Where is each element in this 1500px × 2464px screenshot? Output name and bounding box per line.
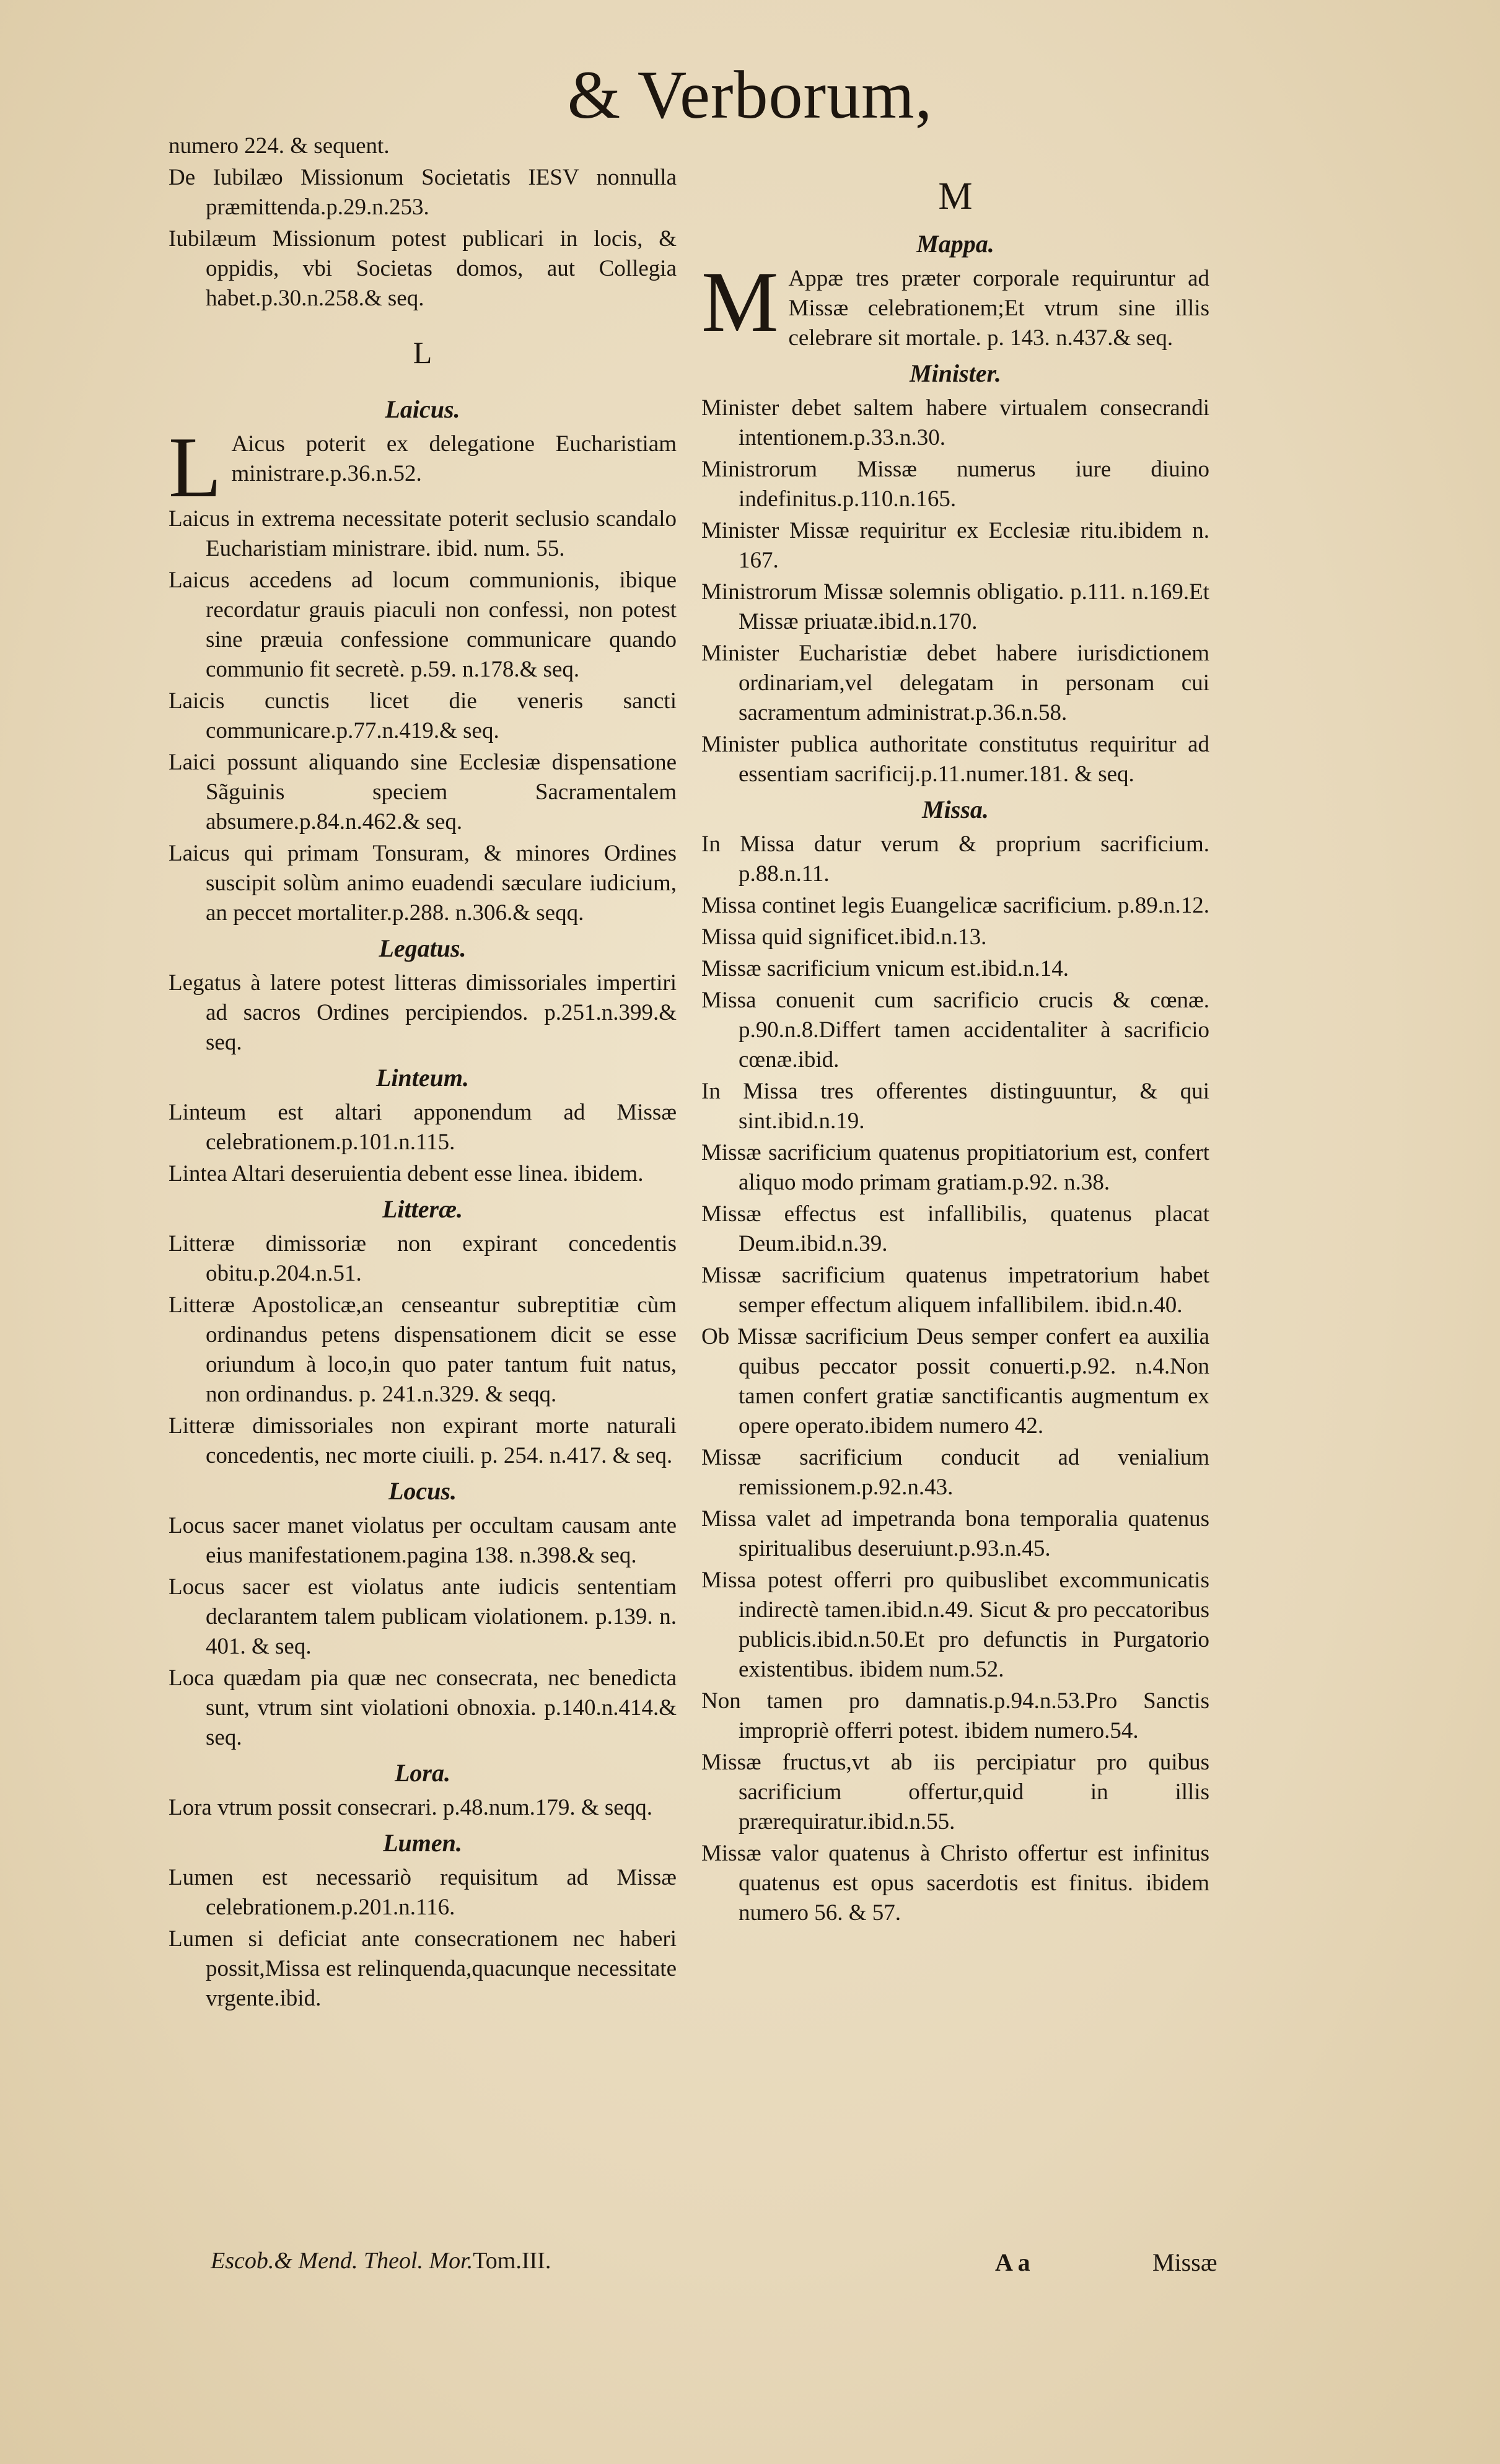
- section-heading: Minister.: [910, 359, 1001, 387]
- index-entry: Minister publica authoritate constitutus requiritur ad essentiam sacrificij.p.11.numer.181. & seq.: [701, 732, 1209, 787]
- footer-authors: [211, 2247, 551, 2274]
- section-heading: Litteræ.: [382, 1195, 463, 1223]
- right-column: [701, 131, 1209, 1930]
- section-heading: Laicus.: [385, 395, 460, 423]
- footer-authors-text: Escob.& Mend. Theol. Mor.: [211, 2248, 473, 2274]
- drop-initial: M: [701, 254, 779, 350]
- index-entry: Ministrorum Missæ solemnis obligatio. p.111. n.169.Et Missæ priuatæ.ibid.n.170.: [701, 579, 1209, 634]
- index-entry: In Missa datur verum & proprium sacrificium. p.88.n.11.: [701, 831, 1209, 887]
- index-entry: Lumen si deficiat ante consecrationem nec haberi possit,Missa est relinquenda,quacunque necessitate vrgente.ibid.: [169, 1926, 677, 2011]
- catchword: Missæ: [1152, 2248, 1217, 2276]
- section-heading: Mappa.: [916, 230, 994, 258]
- index-entry: Laici possunt aliquando sine Ecclesiæ dispensatione Sãguinis speciem Sacramentalem absumere.p.84.n.462.& seq.: [169, 750, 677, 835]
- index-entry: Ministrorum Missæ numerus iure diuino indefinitus.p.110.n.165.: [701, 457, 1209, 512]
- index-entry: Loca quædam pia quæ nec consecrata, nec benedicta sunt, vtrum sint violationi obnoxia. p.140.n.414.& seq.: [169, 1665, 677, 1750]
- running-header: & Verborum,: [567, 57, 933, 133]
- index-entry: Locus sacer manet violatus per occultam causam ante eius manifestationem.pagina 138. n.398.& seq.: [169, 1513, 677, 1568]
- section-heading: Locus.: [388, 1477, 457, 1505]
- section-heading: Lora.: [395, 1759, 450, 1787]
- index-entry: Missa quid significet.ibid.n.13.: [701, 924, 987, 950]
- right-column-inner: [701, 131, 1209, 1928]
- index-entry: [169, 419, 677, 515]
- index-entry: Missæ sacrificium quatenus impetratorium habet semper effectum aliquem infallibilem. ibid.n.40.: [701, 1263, 1209, 1318]
- index-entry: Missa conuenit cum sacrificio crucis & cœnæ. p.90.n.8.Differt tamen accidentaliter à sacrificio cœnæ.ibid.: [701, 988, 1209, 1072]
- index-entry: Missæ effectus est infallibilis, quatenus placat Deum.ibid.n.39.: [701, 1201, 1209, 1256]
- index-entry: Litteræ dimissoriæ non expirant concedentis obitu.p.204.n.51.: [169, 1231, 677, 1286]
- index-entry: numero 224. & sequent.: [169, 133, 390, 159]
- section-heading: Lumen.: [383, 1829, 462, 1857]
- index-entry: Missæ sacrificium quatenus propitiatorium est, confert aliquo modo primam gratiam.p.92. n.38.: [701, 1140, 1209, 1195]
- index-entry: Laicus accedens ad locum communionis, ibique recordatur grauis piaculi non confessi, non potest sine præuia confessione communicare quando communio fit secretè. p.59. n.178.& seq.: [169, 568, 677, 682]
- index-entry: Linteum est altari apponendum ad Missæ celebrationem.p.101.n.115.: [169, 1100, 677, 1155]
- drop-initial: L: [169, 419, 222, 515]
- index-entry: Minister Missæ requiritur ex Ecclesiæ ritu.ibidem n. 167.: [701, 518, 1209, 573]
- index-entry: Lumen est necessariò requisitum ad Missæ celebrationem.p.201.n.116.: [169, 1865, 677, 1920]
- index-entry: Lintea Altari deseruientia debent esse linea. ibidem.: [169, 1161, 644, 1186]
- index-entry: Missa potest offerri pro quibuslibet excommunicatis indirectè tamen.ibid.n.49. Sicut & pro peccatoribus publicis.ibid.n.50.Et pro defunctis in Purgatorio existentibus. ibidem num.52.: [701, 1567, 1209, 1682]
- index-entry: Missæ valor quatenus à Christo offertur est infinitus quatenus est opus sacerdotis est finitus. ibidem numero 56. & 57.: [701, 1841, 1209, 1926]
- index-entry: Litteræ dimissoriales non expirant morte naturali concedentis, nec morte ciuili. p. 254. n.417. & seq.: [169, 1413, 677, 1468]
- section-heading: Legatus.: [379, 934, 467, 962]
- index-entry: In Missa tres offerentes distinguuntur, & qui sint.ibid.n.19.: [701, 1079, 1209, 1134]
- letter-divider: L: [413, 335, 432, 370]
- index-entry: Iubilæum Missionum potest publicari in locis, & oppidis, vbi Societas domos, aut Collegia habet.p.30.n.258.& seq.: [169, 226, 677, 311]
- letter-divider: M: [938, 175, 973, 217]
- index-entry: Laicis cunctis licet die veneris sancti communicare.p.77.n.419.& seq.: [169, 688, 677, 743]
- section-heading: Missa.: [922, 796, 989, 823]
- left-column: [169, 131, 677, 2015]
- index-entry: Locus sacer est violatus ante iudicis sententiam declarantem talem publicam violationem. p.139. n. 401. & seq.: [169, 1574, 677, 1659]
- index-entry: Legatus à latere potest litteras dimissoriales impertiri ad sacros Ordines percipiendos. p.251.n.399.& seq.: [169, 970, 677, 1055]
- index-entry: Ob Missæ sacrificium Deus semper confert ea auxilia quibus peccator possit conuerti.p.92. n.4.Non tamen confert gratiæ sanctificantis augmentum ex opere operato.ibidem numero 42.: [701, 1324, 1209, 1439]
- index-entry: Missæ fructus,vt ab iis percipiatur pro quibus sacrificium offertur,quid in illis prærequiratur.ibid.n.55.: [701, 1750, 1209, 1835]
- index-entry: Missæ sacrificium vnicum est.ibid.n.14.: [701, 956, 1069, 981]
- index-entry: Missa continet legis Euangelicæ sacrificium. p.89.n.12.: [701, 893, 1209, 918]
- index-entry: [701, 254, 1209, 353]
- index-entry: Laicus in extrema necessitate poterit seclusio scandalo Eucharistiam ministrare. ibid. num. 55.: [169, 506, 677, 561]
- index-entry: Missa valet ad impetranda bona temporalia quatenus spiritualibus deseruiunt.p.93.n.45.: [701, 1506, 1209, 1561]
- entry-text: Appæ tres præter corporale requiruntur ad Missæ celebrationem;Et vtrum sine illis celebrare sit mortale. p. 143. n.437.& seq.: [788, 266, 1209, 351]
- index-entry: Missæ sacrificium conducit ad venialium remissionem.p.92.n.43.: [701, 1445, 1209, 1500]
- index-entry: Minister debet saltem habere virtualem consecrandi intentionem.p.33.n.30.: [701, 395, 1209, 450]
- index-entry: De Iubilæo Missionum Societatis IESV nonnulla præmittenda.p.29.n.253.: [169, 165, 677, 220]
- index-entry: Non tamen pro damnatis.p.94.n.53.Pro Sanctis impropriè offerri potest. ibidem numero.54.: [701, 1688, 1209, 1743]
- index-entry: Lora vtrum possit consecrari. p.48.num.179. & seqq.: [169, 1795, 652, 1820]
- footer-tome: Tom.III.: [473, 2248, 551, 2274]
- index-entry: Laicus qui primam Tonsuram, & minores Ordines suscipit solùm animo euadendi sæculare iudicium, an peccet mortaliter.p.288. n.306.& seqq.: [169, 841, 677, 926]
- section-heading: Linteum.: [375, 1064, 470, 1092]
- signature-mark: A a: [995, 2248, 1030, 2276]
- index-entry: Litteræ Apostolicæ,an censeantur subreptitiæ cùm ordinandus petens dispensationem dicit se esse oriundum à loco,in quo pater tantum fuit natus, non ordinandus. p. 241.n.329. & seqq.: [169, 1292, 677, 1407]
- index-entry: Minister Eucharistiæ debet habere iurisdictionem ordinariam,vel delegatam in personam cui sacramentum administrat.p.36.n.58.: [701, 641, 1209, 726]
- entry-text: Aicus poterit ex delegatione Eucharistiam ministrare.p.36.n.52.: [231, 431, 677, 486]
